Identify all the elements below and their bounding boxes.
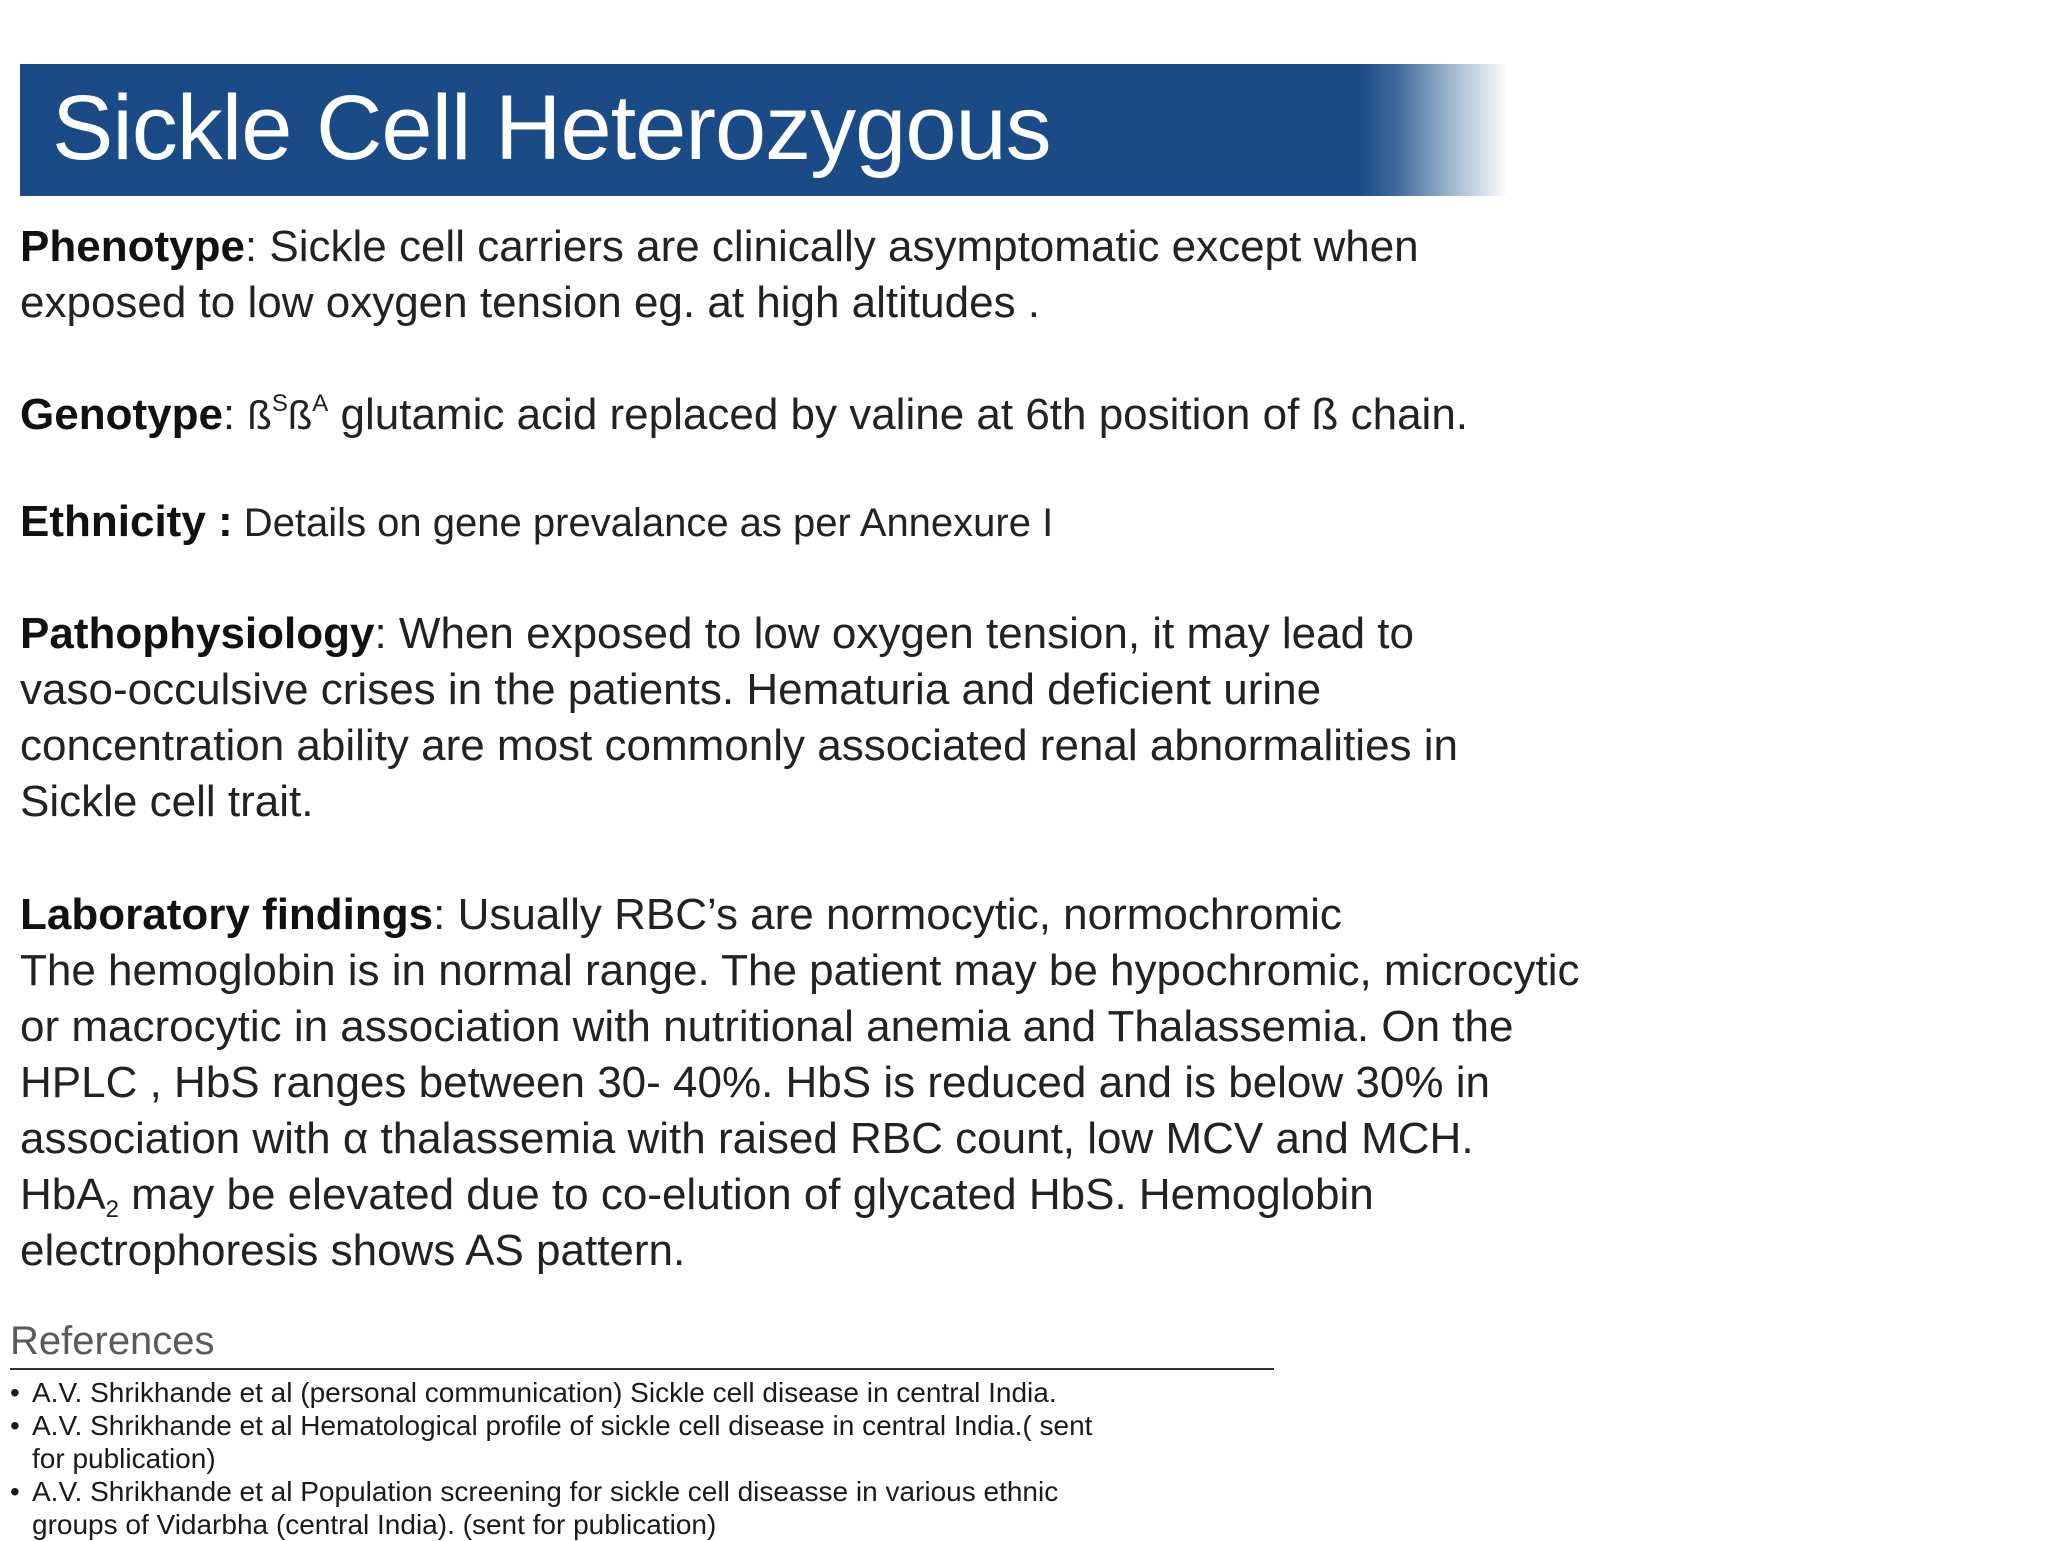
reference-item: • A.V. Shrikhande et al (personal communication) Sickle cell disease in central India. [10,1377,1057,1408]
ethnicity-text: Details on gene prevalance as per Annexure I [232,501,1054,545]
laboratory-line-3: or macrocytic in association with nutritional anemia and Thalassemia. On the [20,1002,1514,1051]
pathophysiology-label: Pathophysiology [20,609,375,658]
laboratory-line-6: HbA$_2$ may be elevated due to co-elution of glycated HbS. Hemoglobin [20,1170,1374,1223]
laboratory-label: Laboratory findings [20,890,434,939]
bullet-icon: • [10,1377,20,1408]
pathophysiology-section [20,606,1458,830]
genotype-beta-s: $ß^S$ [247,390,288,438]
references-section [10,1318,1274,1541]
laboratory-line-2: The hemoglobin is in normal range. The patient may be hypochromic, microcytic [20,946,1580,995]
phenotype-line-1 [20,219,1419,275]
genotype-section [20,387,1468,444]
reference-item: • A.V. Shrikhande et al Hematological profile of sickle cell disease in central India.( sent for publication) [10,1410,1093,1474]
pathophysiology-line-4: Sickle cell trait. [20,777,314,826]
phenotype-line-2: exposed to low oxygen tension eg. at high altitudes . [20,278,1041,327]
laboratory-line-5: association with α thalassemia with raised RBC count, low MCV and MCH. [20,1114,1474,1163]
laboratory-section [20,887,1579,1279]
references-list [10,1376,1274,1541]
bullet-icon: • [10,1410,20,1441]
laboratory-line-7: electrophoresis shows AS pattern. [20,1226,686,1275]
genotype-separator: : [222,390,248,439]
pathophysiology-line-2: vaso-occulsive crises in the patients. Hematuria and deficient urine [20,665,1322,714]
reference-item: • A.V. Shrikhande et al Population screening for sickle cell diseasse in various ethnic groups of Vidarbha (central India). (sent for publication) [10,1476,1059,1540]
phenotype-section [20,219,1419,331]
phenotype-label: Phenotype [20,222,245,271]
references-title: References [10,1318,1274,1370]
title-banner [20,64,1508,196]
page-title: Sickle Cell Heterozygous [52,77,1051,179]
genotype-label: Genotype [20,390,223,439]
bullet-icon: • [10,1476,20,1507]
pathophysiology-line-3: concentration ability are most commonly associated renal abnormalities in [20,721,1459,770]
laboratory-line-1: Laboratory findings: Usually RBC’s are normocytic, normochromic [20,890,1342,939]
pathophysiology-line-1: Pathophysiology: When exposed to low oxygen tension, it may lead to [20,609,1414,658]
ethnicity-label: Ethnicity : [20,497,233,546]
genotype-text: glutamic acid replaced by valine at 6th position of ß chain. [328,390,1469,439]
phenotype-text-1: : Sickle cell carriers are clinically asymptomatic except when [244,222,1419,271]
ethnicity-section [20,494,1053,551]
genotype-beta-a: $ß^A$ [287,390,329,438]
laboratory-line-4: HPLC , HbS ranges between 30- 40%. HbS is reduced and is below 30% in [20,1058,1490,1107]
